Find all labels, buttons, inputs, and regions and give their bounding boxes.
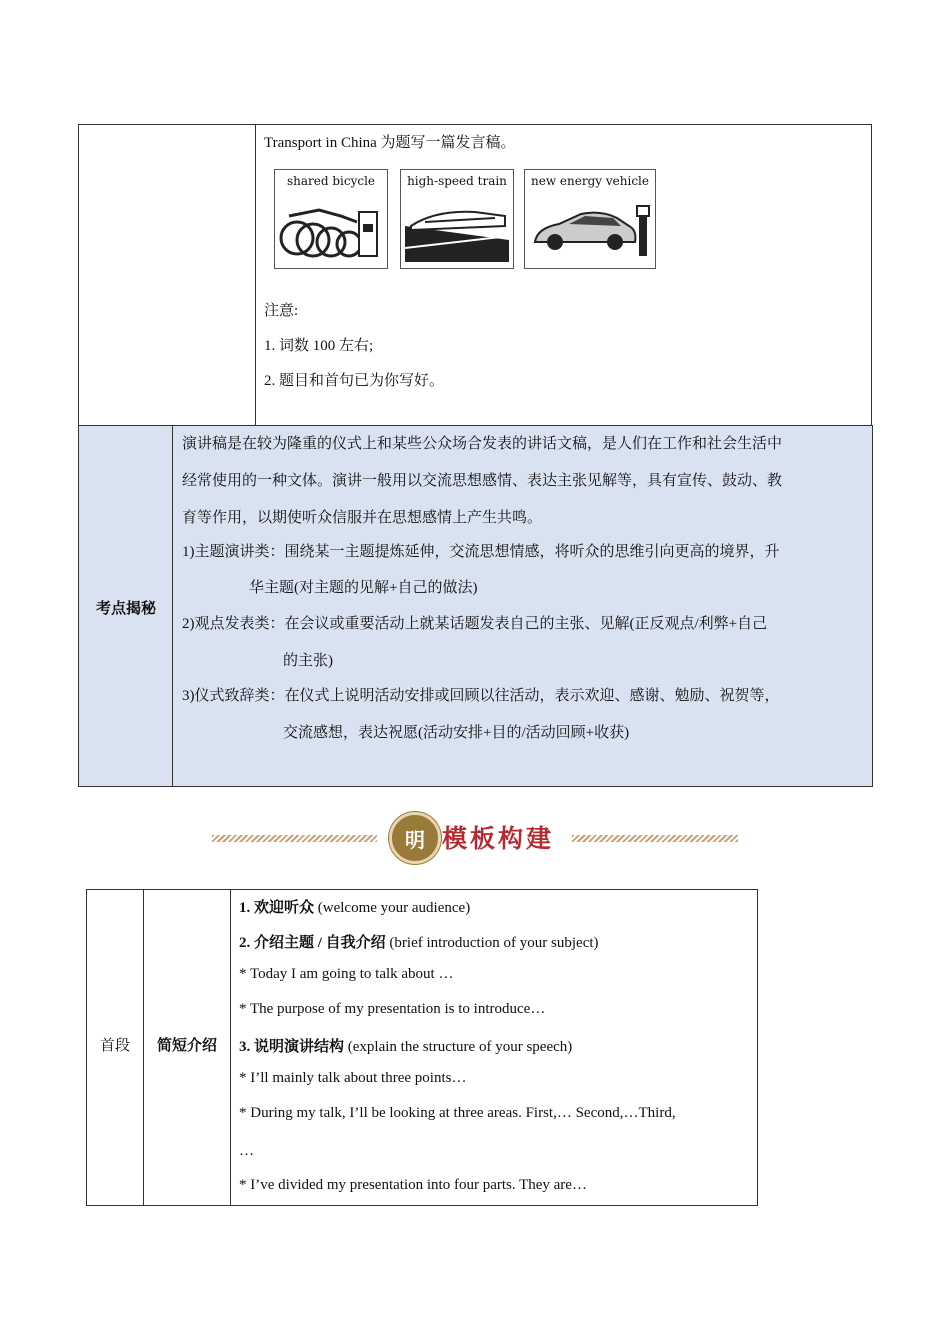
task-left-cell <box>79 125 256 425</box>
banner-medal-char: 明 <box>405 830 425 852</box>
train-icon <box>405 196 509 262</box>
template-section: 首段 <box>99 1038 130 1054</box>
template-line: * Today I am going to talk about … <box>239 966 454 982</box>
picture-new-energy-vehicle <box>524 169 656 269</box>
note-2: 2. 题目和首句已为你写好。 <box>264 373 445 389</box>
template-table <box>86 889 758 1206</box>
note-1: 1. 词数 100 左右; <box>264 338 374 354</box>
task-intro: Transport in China 为题写一篇发言稿。 <box>264 135 516 151</box>
picture-label: new energy vehicle <box>531 174 649 188</box>
picture-high-speed-train <box>400 169 514 269</box>
template-line: 3. 说明演讲结构 (explain the structure of your speech) <box>239 1039 573 1055</box>
key-point-item-1-cont: 华主题(对主题的见解+自己的做法) <box>249 580 478 596</box>
template-line: 1. 欢迎听众 (welcome your audience) <box>239 900 471 916</box>
banner-stripe-right <box>572 835 738 842</box>
note-title: 注意: <box>264 303 299 319</box>
task-right-cell <box>256 125 871 425</box>
key-points-title-cell <box>79 426 173 786</box>
key-points-paragraph-line: 育等作用，以期使听众信服并在思想感情上产生共鸣。 <box>182 510 543 526</box>
key-points-paragraph-line: 演讲稿是在较为隆重的仪式上和某些公众场合发表的讲话文稿，是人们在工作和社会生活中 <box>182 436 783 452</box>
template-line: * I’ve divided my presentation into four parts. They are… <box>239 1177 587 1193</box>
template-line: * The purpose of my presentation is to introduce… <box>239 1001 546 1017</box>
section-banner <box>212 810 738 862</box>
template-line: * I’ll mainly talk about three points… <box>239 1070 467 1086</box>
template-line: 2. 介绍主题 / 自我介绍 (brief introduction of your subject) <box>239 935 599 951</box>
picture-label: shared bicycle <box>286 174 376 188</box>
key-points-table <box>78 425 873 787</box>
banner-medal <box>389 812 441 864</box>
banner-title: 模板构建 <box>442 824 555 853</box>
picture-shared-bicycle <box>274 169 388 269</box>
template-name-cell <box>144 890 231 1205</box>
banner-stripe-left <box>212 835 377 842</box>
key-points-paragraph-line: 经常使用的一种文体。演讲一般用以交流思想感情、表达主张见解等，具有宣传、鼓动、教 <box>182 473 783 489</box>
template-line: * During my talk, I’ll be looking at three areas. First,… Second,…Third, <box>239 1105 676 1121</box>
template-name: 简短介绍 <box>156 1038 217 1054</box>
key-point-item-2: 2)观点发表类：在会议或重要活动上就某话题发表自己的主张、见解(正反观点/利弊+自己 <box>182 616 768 632</box>
key-point-item-3: 3)仪式致辞类：在仪式上说明活动安排或回顾以往活动，表示欢迎、感谢、勉励、祝贺等， <box>182 688 780 704</box>
car-icon <box>529 196 651 262</box>
task-table <box>78 124 872 426</box>
key-point-item-3-cont: 交流感想，表达祝愿(活动安排+目的/活动回顾+收获) <box>283 725 630 741</box>
template-line: … <box>239 1143 254 1159</box>
key-point-item-2-cont: 的主张) <box>283 653 333 669</box>
bicycle-icon <box>279 196 383 262</box>
template-section-cell <box>87 890 144 1205</box>
picture-label: high-speed train <box>407 174 507 188</box>
key-point-item-1: 1)主题演讲类：围绕某一主题提炼延伸，交流思想情感，将听众的思维引向更高的境界，升 <box>182 544 780 560</box>
key-points-title: 考点揭秘 <box>95 601 156 617</box>
